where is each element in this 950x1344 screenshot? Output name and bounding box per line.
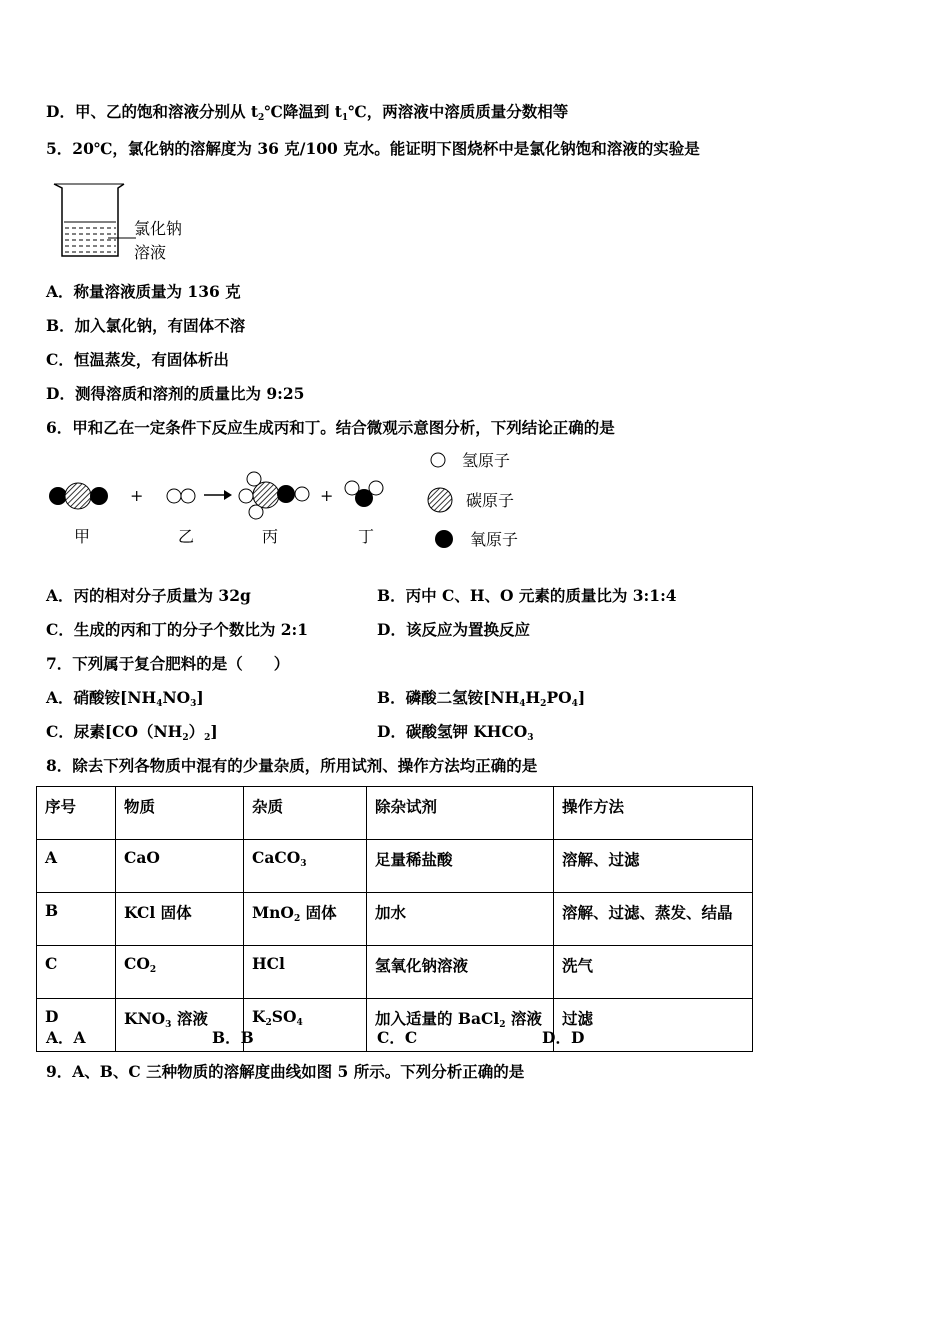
q7-option-d: D．碳酸氢钾 $KHCO_3$ — [377, 722, 534, 743]
impurity-cell: $K_2SO_4$ — [244, 999, 367, 1052]
q7-stem: 7．下列属于复合肥料的是（ ） — [46, 654, 290, 673]
operation-cell: 过滤 — [554, 999, 753, 1052]
plus-sign-1: + — [130, 486, 144, 505]
table-row — [37, 840, 753, 893]
label-ding: 丁 — [358, 527, 375, 546]
operation-cell: 洗气 — [554, 946, 753, 999]
substance-cell: KCl 固体 — [116, 893, 244, 946]
substance-cell: $KNO_3$ 溶液 — [116, 999, 244, 1052]
q6-option-d: D．该反应为置换反应 — [377, 620, 530, 639]
label-yi: 乙 — [178, 527, 195, 546]
q8-answer-a: A．A — [46, 1028, 86, 1047]
q6-stem: 6．甲和乙在一定条件下反应生成丙和丁。结合微观示意图分析，下列结论正确的是 — [46, 418, 615, 437]
molecule-yi-icon — [167, 489, 195, 503]
q5-option-c: C．恒温蒸发，有固体析出 — [46, 350, 229, 369]
row-id: C — [37, 946, 116, 999]
plus-sign-2: + — [320, 486, 334, 505]
operation-cell: 溶解、过滤 — [554, 840, 753, 893]
header-cell: 除杂试剂 — [367, 787, 554, 840]
oxygen-atom-icon — [435, 530, 453, 548]
table-header-row — [37, 787, 753, 840]
molecule-jia-icon — [49, 483, 108, 509]
hydrogen-atom-icon — [431, 453, 445, 467]
legend-oxygen: 氧原子 — [470, 530, 519, 549]
substance-cell: CaO — [116, 840, 244, 893]
reagent-cell: 氢氧化钠溶液 — [367, 946, 554, 999]
row-id: A — [37, 840, 116, 893]
beaker-label-1: 氯化钠 — [134, 219, 183, 238]
q4-option-d: D．甲、乙的饱和溶液分别从 $t_2℃$降温到 $t_1℃$，两溶液中溶质质量分数相等 — [46, 102, 569, 123]
molecule-diagram — [40, 446, 540, 560]
row-id: B — [37, 893, 116, 946]
arrow-icon — [204, 490, 232, 500]
molecule-bing-icon — [239, 472, 309, 519]
molecule-ding-icon — [345, 481, 383, 507]
q8-stem: 8．除去下列各物质中混有的少量杂质，所用试剂、操作方法均正确的是 — [46, 756, 538, 775]
q8-answer-c: C．C — [377, 1028, 418, 1047]
q5-option-d: D．测得溶质和溶剂的质量比为 9:25 — [46, 384, 305, 403]
beaker-figure — [48, 178, 208, 268]
legend-hydrogen: 氢原子 — [462, 451, 511, 470]
header-cell: 物质 — [116, 787, 244, 840]
q6-option-b: B．丙中 C、H、O 元素的质量比为 3:1:4 — [377, 586, 677, 605]
carbon-atom-icon — [428, 488, 452, 512]
q6-option-a: A．丙的相对分子质量为 32g — [46, 586, 251, 605]
beaker-label-2: 溶液 — [134, 243, 167, 262]
q7-option-b: B．磷酸二氢铵$[NH_4H_2PO_4]$ — [377, 688, 586, 709]
impurity-cell: MnO$_2$ 固体 — [244, 893, 367, 946]
q9-stem: 9．A、B、C 三种物质的溶解度曲线如图 5 所示。下列分析正确的是 — [46, 1062, 525, 1081]
header-cell: 杂质 — [244, 787, 367, 840]
impurity-cell: CaCO$_3$ — [244, 840, 367, 893]
q5-stem: 5．20℃，氯化钠的溶解度为 36 克/100 克水。能证明下图烧杯中是氯化钠饱和溶液的实验是 — [46, 139, 700, 158]
q7-option-a: A．硝酸铵$[NH_4NO_3]$ — [46, 688, 204, 709]
q8-answer-d: D．D — [542, 1028, 585, 1047]
label-jia: 甲 — [74, 527, 91, 546]
label-bing: 丙 — [262, 527, 279, 546]
table-row — [37, 893, 753, 946]
reagent-cell: 加入适量的 BaCl$_2$ 溶液 — [367, 999, 554, 1052]
header-cell: 操作方法 — [554, 787, 753, 840]
substance-cell: $CO_2$ — [116, 946, 244, 999]
header-cell: 序号 — [37, 787, 116, 840]
beaker-icon — [54, 184, 136, 256]
impurity-cell: HCl — [244, 946, 367, 999]
q6-option-c: C．生成的丙和丁的分子个数比为 2:1 — [46, 620, 309, 639]
q5-option-a: A．称量溶液质量为 136 克 — [46, 282, 241, 301]
q7-option-c: C．尿素$[CO(NH_2)_2]$ — [46, 722, 218, 743]
q5-option-b: B．加入氯化钠，有固体不溶 — [46, 316, 246, 335]
reagent-cell: 加水 — [367, 893, 554, 946]
legend-carbon: 碳原子 — [466, 491, 515, 510]
operation-cell: 溶解、过滤、蒸发、结晶 — [554, 893, 753, 946]
q8-answer-b: B．B — [212, 1028, 254, 1047]
row-id: D — [37, 999, 116, 1052]
impurity-table — [36, 786, 753, 1052]
table-row — [37, 946, 753, 999]
reagent-cell: 足量稀盐酸 — [367, 840, 554, 893]
